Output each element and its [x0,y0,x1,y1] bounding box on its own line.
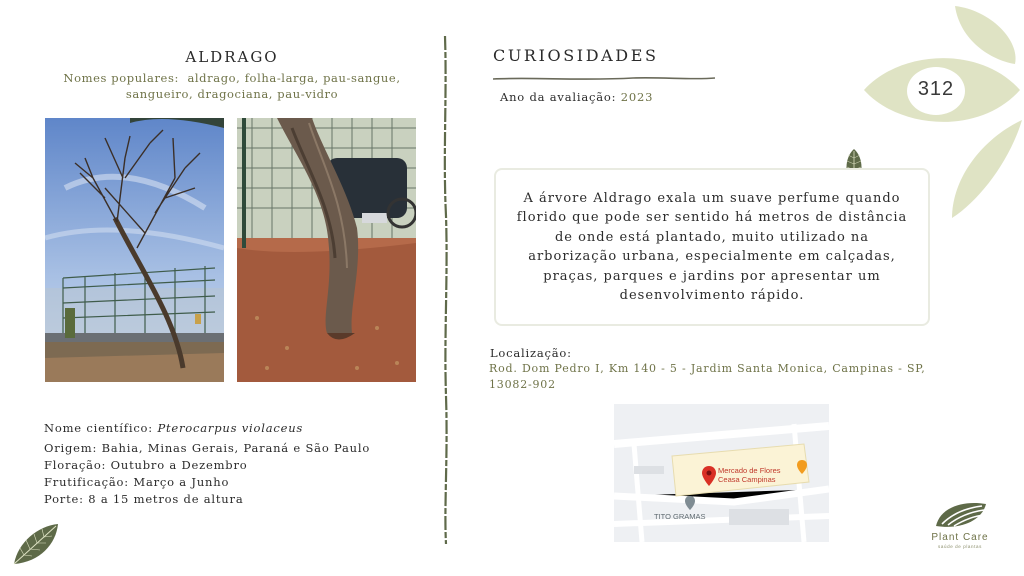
map-place-name-line2: Ceasa Campinas [718,475,776,484]
curiosities-title: CURIOSIDADES [493,46,659,65]
popular-names-line1: aldrago, folha-larga, pau-sangue, [187,71,401,85]
location-address [489,361,959,393]
column-divider [440,36,452,548]
brand-logo-icon [934,500,988,534]
scientific-name-row [44,420,370,437]
map-place-name[interactable] [718,466,781,484]
shop-pin-icon[interactable] [797,460,807,474]
place-pin-icon[interactable] [685,496,695,510]
tree-photo-sky [45,118,224,382]
brand-tagline: saúde de plantas [938,544,982,549]
popular-names-line2: sangueiro, dragociana, pau-vidro [125,87,339,101]
scientific-name: Pterocarpus violaceus [157,421,304,435]
scientific-name-label: Nome científico: [44,421,153,435]
fruiting-row: Frutificação: Março a Junho [44,475,230,489]
address-line2: 13082-902 [489,378,556,391]
evaluation-year-label: Ano da avaliação: [500,90,617,104]
evaluation-year [500,90,653,104]
title-underline [493,68,715,87]
map-pin-icon[interactable] [702,466,716,486]
map-place-name-2[interactable]: TITO GRAMAS [654,512,706,521]
tree-photo-trunk [237,118,416,382]
leaf-icon [10,522,62,572]
map-place-name-line1: Mercado de Flores [718,466,781,475]
tree-number: 312 [917,78,955,100]
tree-name-title: ALDRAGO [185,48,279,66]
location-label: Localização: [490,346,572,360]
location-map[interactable] [614,404,829,542]
size-row: Porte: 8 a 15 metros de altura [44,492,244,506]
curiosity-text: A árvore Aldrago exala um suave perfume quando florido que pode ser sentido há metros de distância de onde está plantado, muito utilizado na arborização urbana, especialmente em calçadas, praças, parques e jardins por apresentar um desenvolvimento rápido. [516,190,908,303]
flowering-row: Floração: Outubro a Dezembro [44,458,248,472]
address-line1: Rod. Dom Pedro I, Km 140 - 5 - Jardim Santa Monica, Campinas - SP, [489,362,926,375]
popular-names [44,70,420,102]
origin-row: Origem: Bahia, Minas Gerais, Paraná e São Paulo [44,441,371,455]
popular-names-label: Nomes populares: [63,71,179,85]
tree-info [44,420,370,508]
evaluation-year-value: 2023 [620,90,654,104]
brand-name: Plant Care [931,532,989,543]
